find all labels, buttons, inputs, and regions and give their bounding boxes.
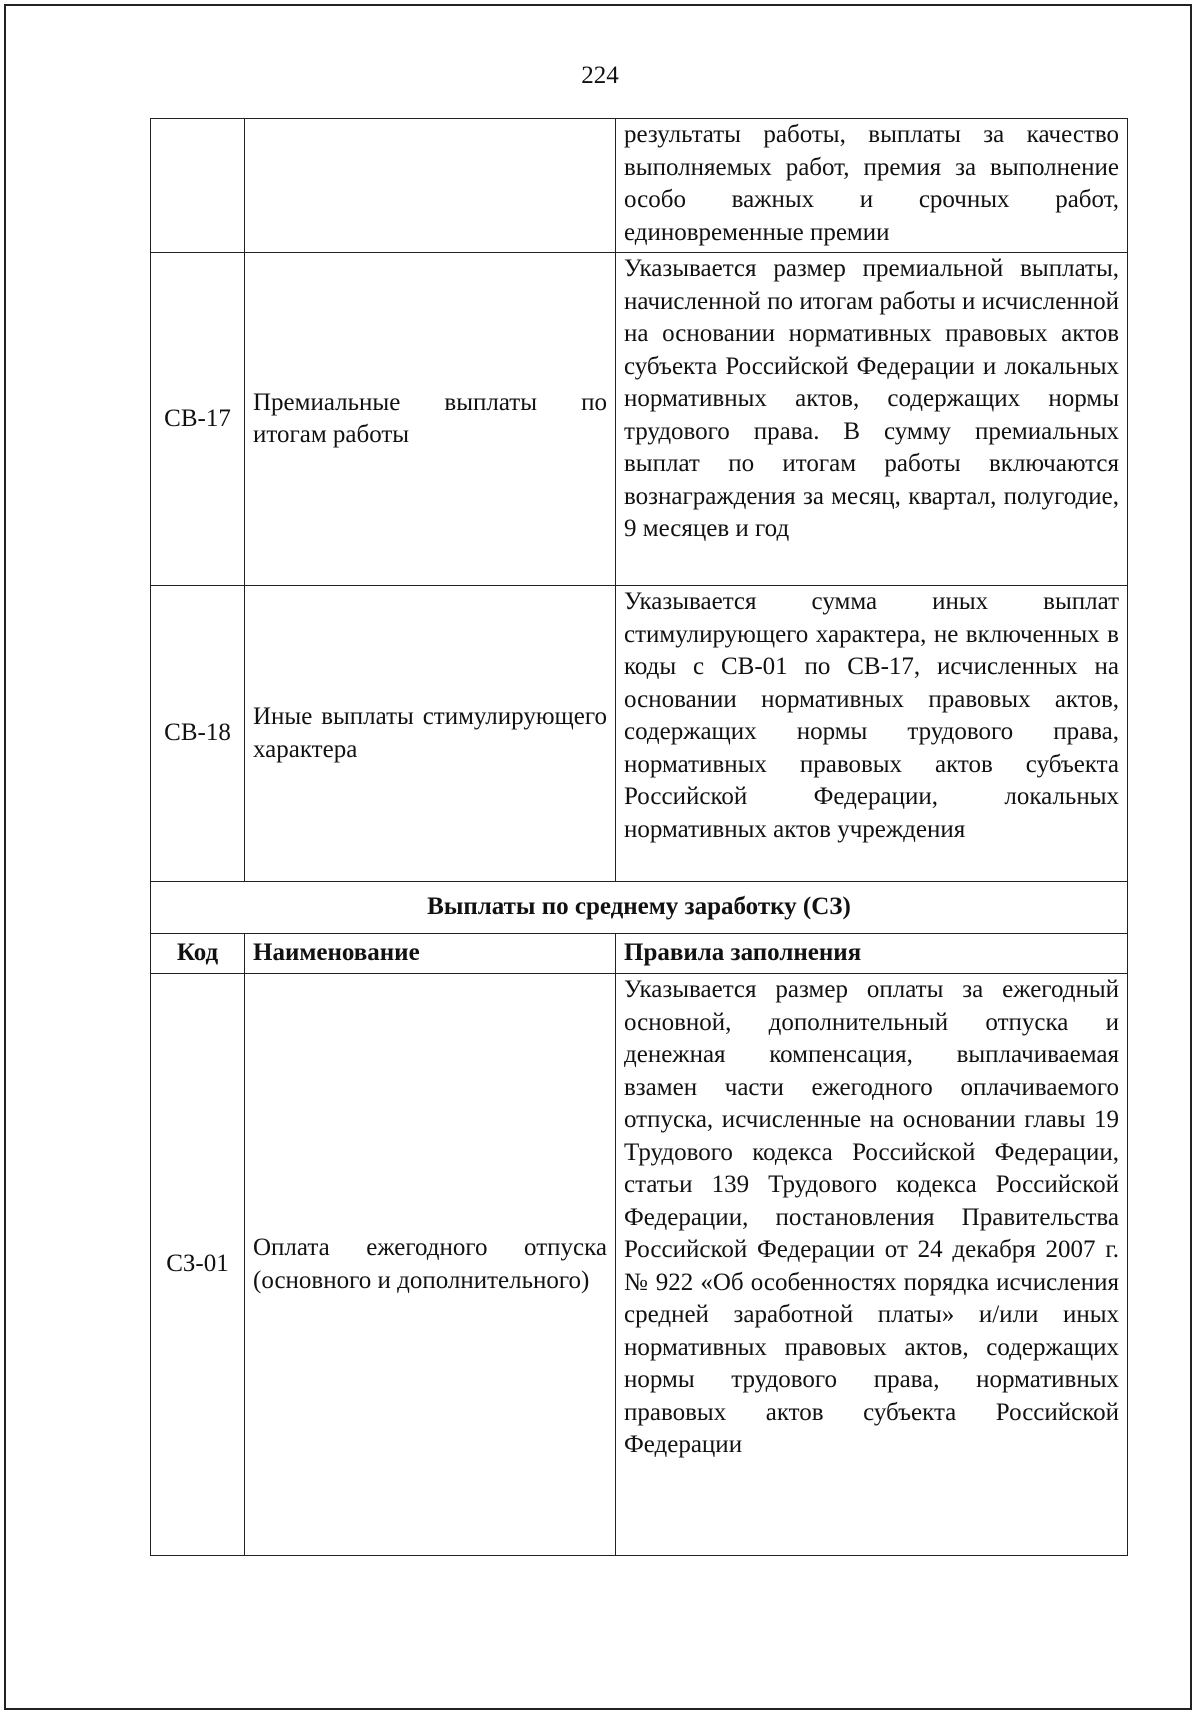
row-name: Оплата ежегодного отпуска (основного и дополнительного) xyxy=(245,974,616,1556)
payments-table xyxy=(150,118,1128,1556)
table-row xyxy=(151,253,1128,586)
section-title-row xyxy=(151,882,1128,934)
row-rule: Указывается сумма иных выплат стимулирующего характера, не включенных в коды с СВ-01 по СВ-17, исчисленных на основании нормативных правовых актов, содержащих нормы трудового права, нормативных правовых актов субъекта Российской Федерации, локальных нормативных актов учреждения xyxy=(616,586,1128,882)
row-name: Премиальные выплаты по итогам работы xyxy=(245,253,616,586)
section-title: Выплаты по среднему заработку (СЗ) xyxy=(151,882,1128,934)
table-header-row xyxy=(151,934,1128,974)
row-name xyxy=(245,119,616,253)
row-code: СВ-18 xyxy=(151,586,245,882)
table-row xyxy=(151,119,1128,253)
table-row xyxy=(151,586,1128,882)
row-rule: Указывается размер оплаты за ежегодный основной, дополнительный отпуска и денежная компенсация, выплачиваемая взамен части ежегодного оплачиваемого отпуска, исчисленные на основании главы 19 Трудового кодекса Российской Федерации, статьи 139 Трудового кодекса Российской Федерации, постановления Правительства Российской Федерации от 24 декабря 2007 г. № 922 «Об особенностях порядка исчисления средней заработной платы» и/или иных нормативных правовых актов, содержащих нормы трудового права, нормативных правовых актов субъекта Российской Федерации xyxy=(616,974,1128,1556)
row-code xyxy=(151,119,245,253)
header-code: Код xyxy=(151,934,245,974)
header-rule: Правила заполнения xyxy=(616,934,1128,974)
header-name: Наименование xyxy=(245,934,616,974)
row-name: Иные выплаты стимулирующего характера xyxy=(245,586,616,882)
row-code: СВ-17 xyxy=(151,253,245,586)
row-code: СЗ-01 xyxy=(151,974,245,1556)
row-rule: Указывается размер премиальной выплаты, начисленной по итогам работы и исчисленной на основании нормативных правовых актов субъекта Российской Федерации и локальных нормативных актов, содержащих нормы трудового права. В сумму премиальных выплат по итогам работы включаются вознаграждения за месяц, квартал, полугодие, 9 месяцев и год xyxy=(616,253,1128,586)
page-number: 224 xyxy=(581,62,619,89)
row-rule: результаты работы, выплаты за качество выполняемых работ, премия за выполнение особо важных и срочных работ, единовременные премии xyxy=(616,119,1128,253)
table-row xyxy=(151,974,1128,1556)
